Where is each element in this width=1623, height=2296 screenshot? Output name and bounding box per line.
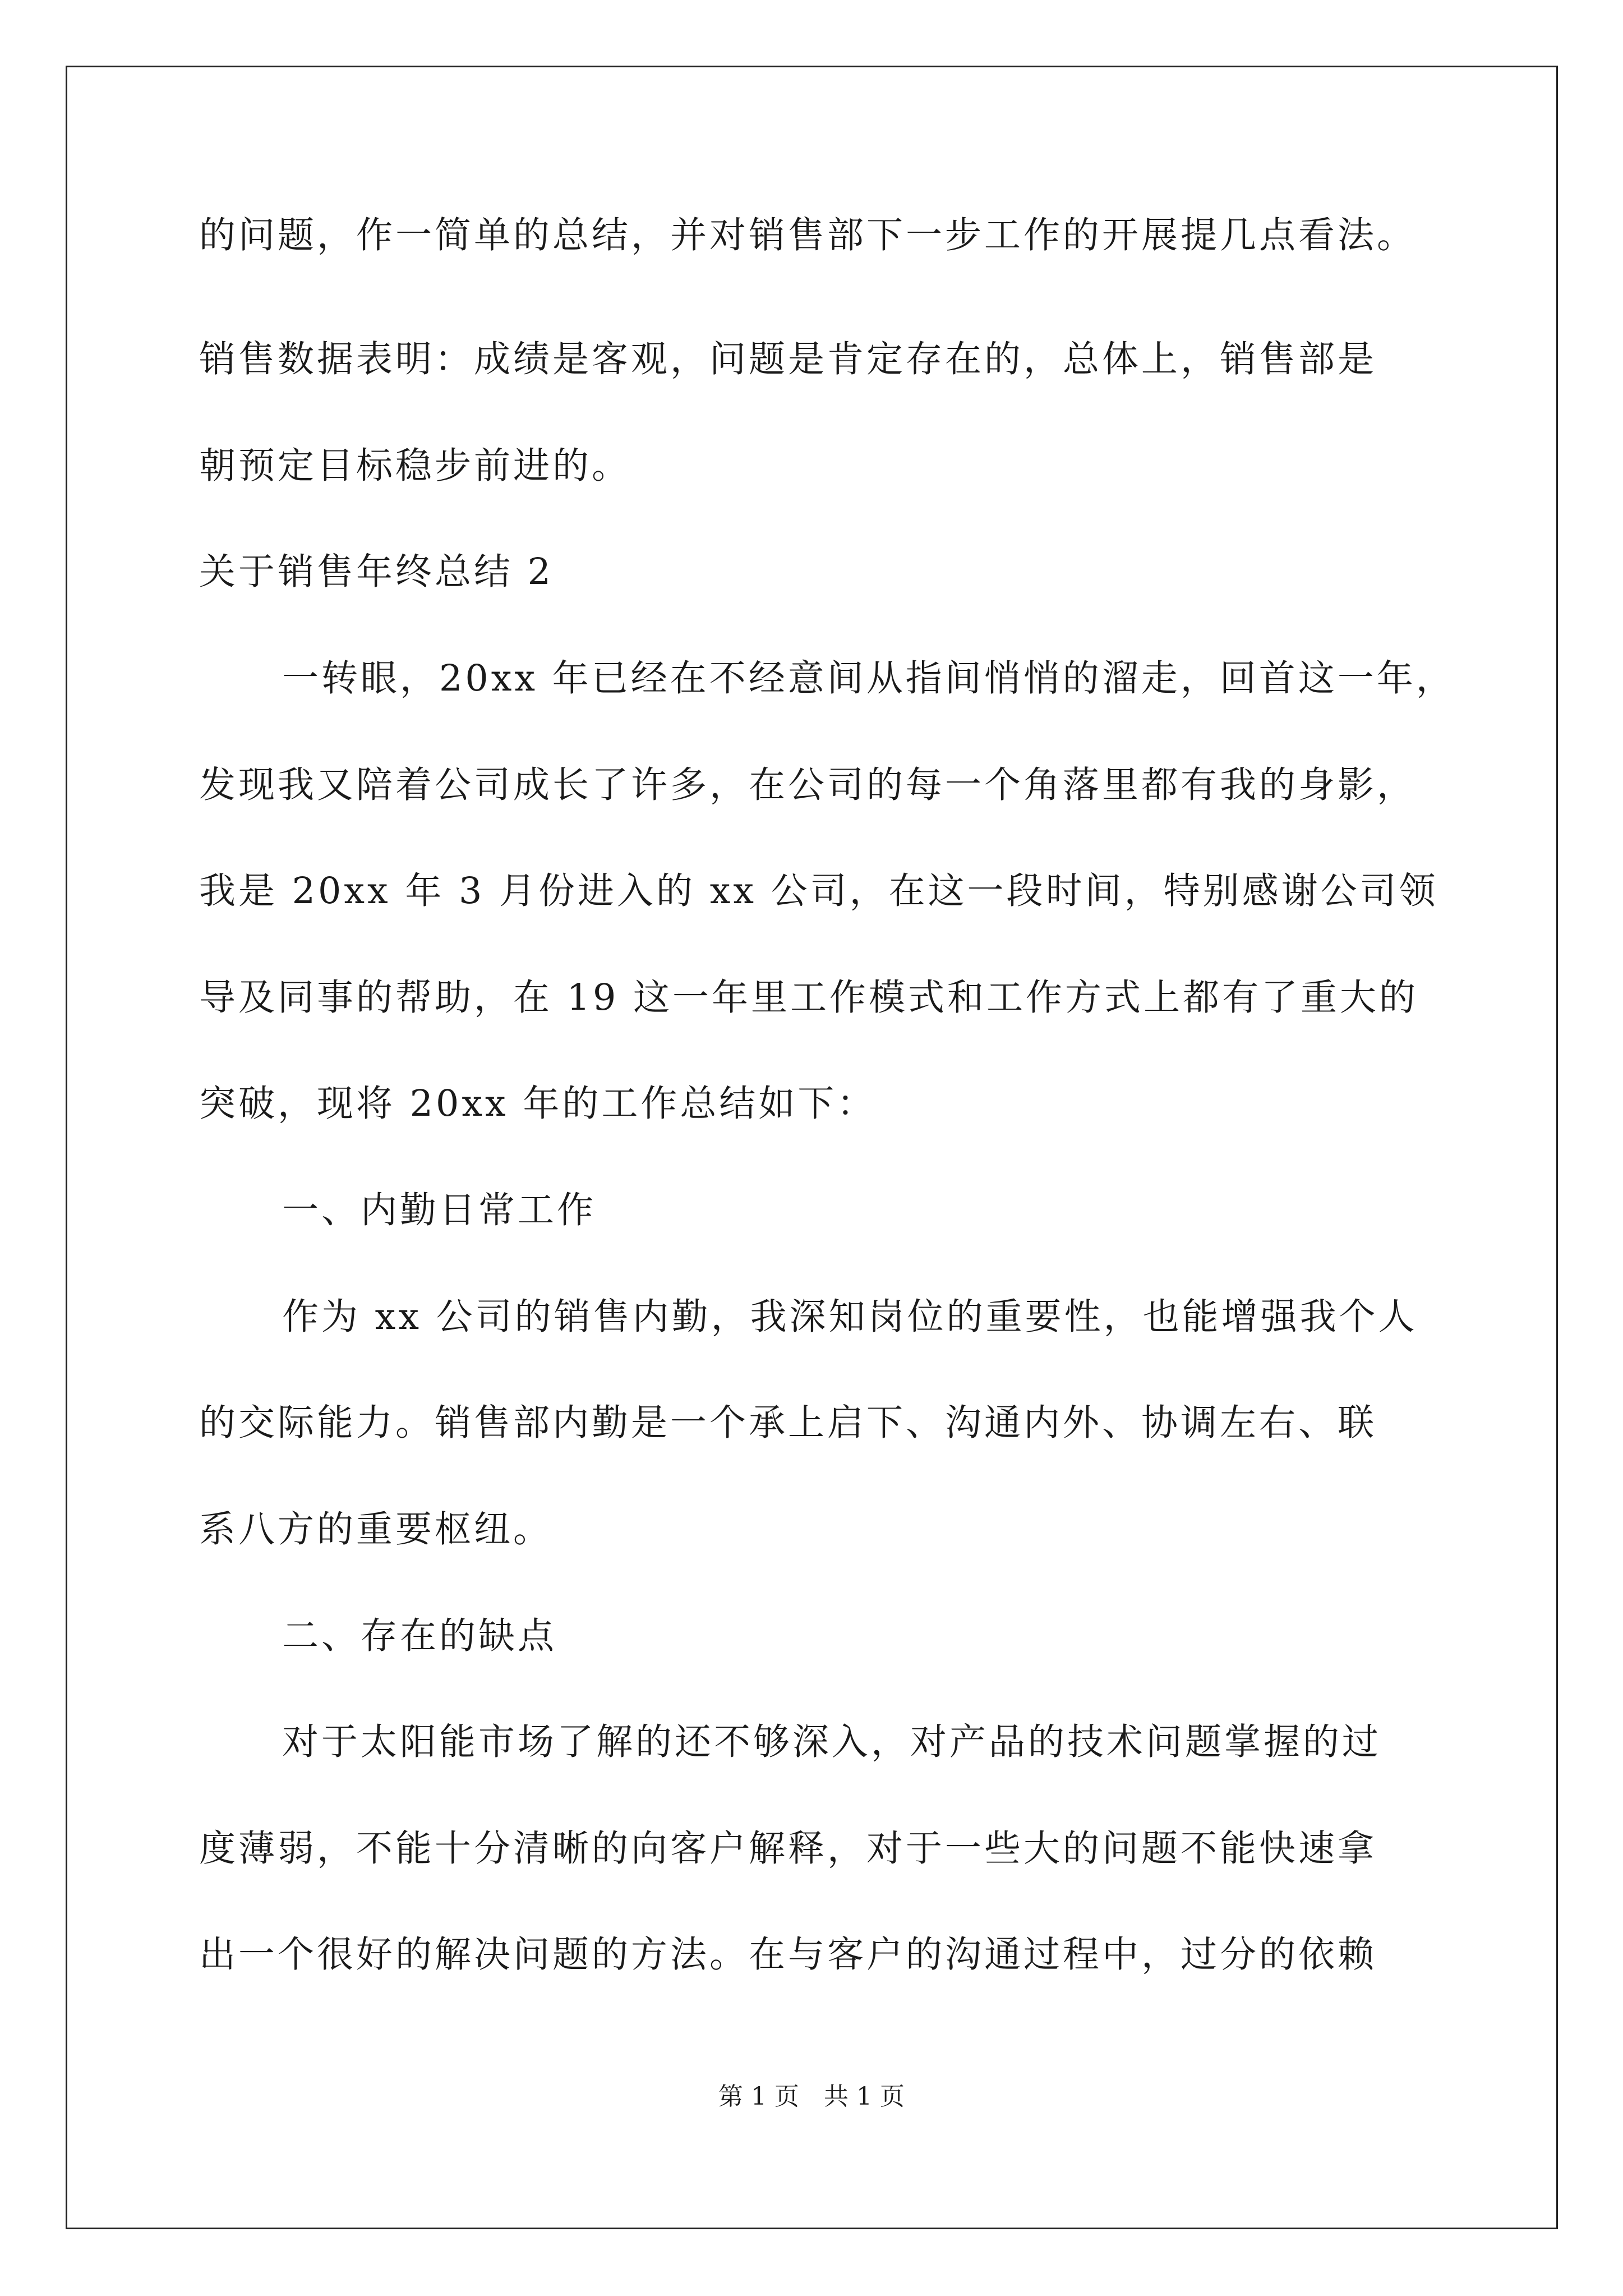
body-text-line: 突破，现将 20xx 年的工作总结如下： [199, 1083, 877, 1125]
subheading: 二、存在的缺点 [282, 1615, 557, 1657]
paragraph-start-line: 一转眼，20xx 年已经在不经意间从指间悄悄的溜走，回首这一年， [282, 657, 1455, 700]
paragraph-start-line: 作为 xx 公司的销售内勤，我深知岗位的重要性，也能增强我个人 [282, 1296, 1418, 1338]
body-text-line: 的交际能力。销售部内勤是一个承上启下、沟通内外、协调左右、联 [199, 1402, 1377, 1444]
body-text-line: 我是 20xx 年 3 月份进入的 xx 公司，在这一段时间，特别感谢公司领 [199, 870, 1438, 912]
body-text-line: 销售数据表明：成绩是客观，问题是肯定存在的，总体上，销售部是 [199, 338, 1377, 380]
body-text-line: 朝预定目标稳步前进的。 [199, 445, 631, 487]
body-text-line: 系八方的重要枢纽。 [199, 1508, 553, 1550]
body-text-line: 度薄弱，不能十分清晰的向客户解释，对于一些大的问题不能快速拿 [199, 1828, 1377, 1870]
body-text-line: 的问题，作一简单的总结，并对销售部下一步工作的开展提几点看法。 [199, 214, 1417, 256]
subheading: 一、内勤日常工作 [282, 1189, 597, 1231]
section-title: 关于销售年终总结 2 [199, 551, 554, 593]
paragraph-start-line: 对于太阳能市场了解的还不够深入，对产品的技术问题掌握的过 [282, 1721, 1382, 1763]
page-frame [66, 66, 1558, 2229]
body-text-line: 导及同事的帮助，在 19 这一年里工作模式和工作方式上都有了重大的 [199, 977, 1419, 1019]
body-text-line: 发现我又陪着公司成长了许多，在公司的每一个角落里都有我的身影， [199, 764, 1417, 806]
body-text-line: 出一个很好的解决问题的方法。在与客户的沟通过程中，过分的依赖 [199, 1934, 1377, 1976]
page-number-footer: 第 1 页 共 1 页 [718, 2082, 905, 2111]
